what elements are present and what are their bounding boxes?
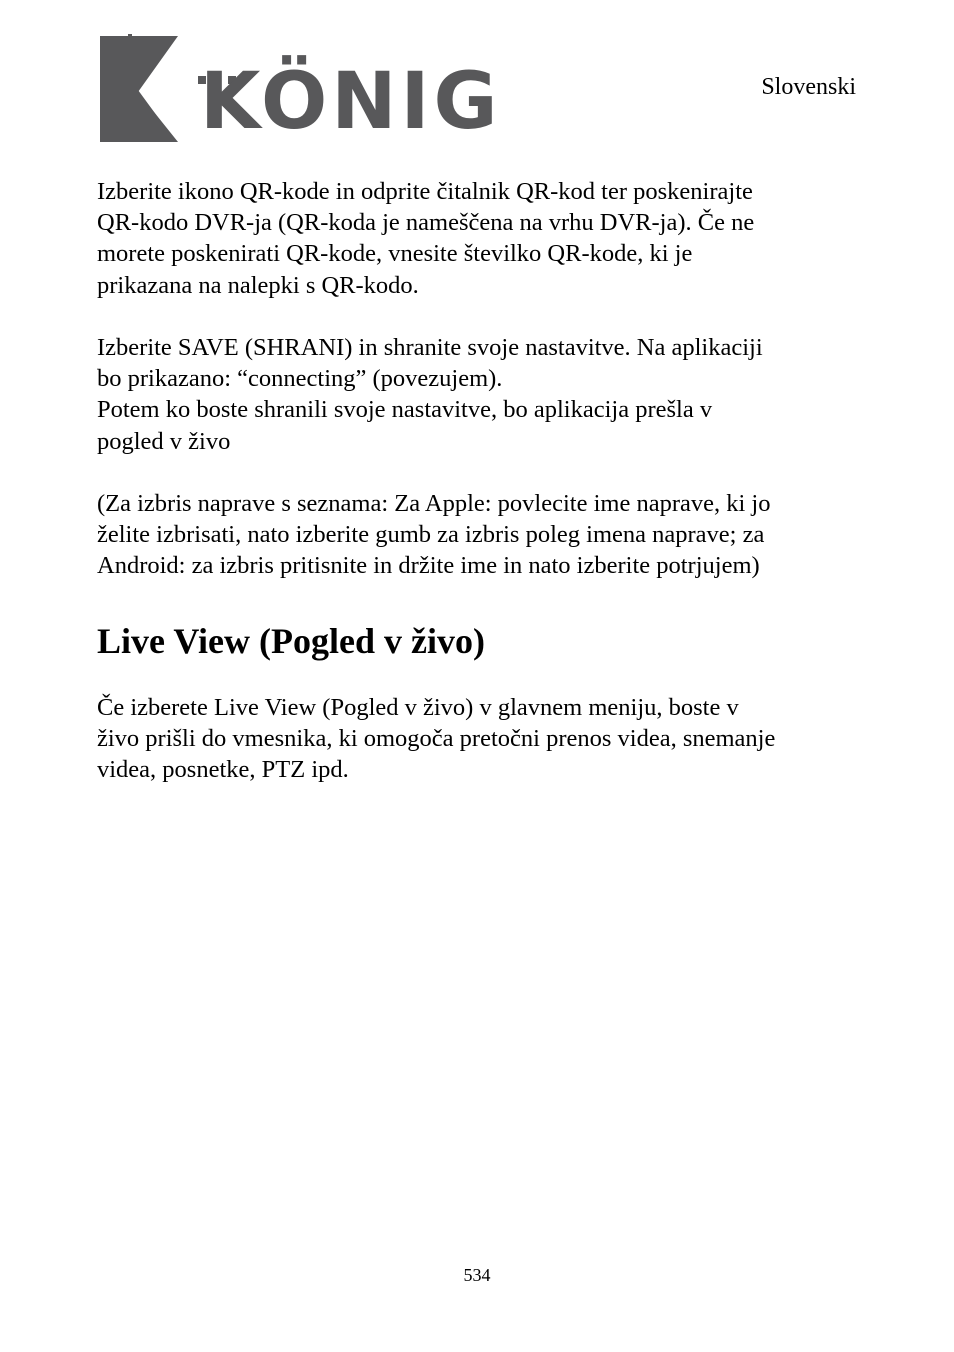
text-line: bo prikazano: “connecting” (povezujem). (97, 365, 503, 393)
konig-logo (98, 32, 518, 146)
brand-wordmark: KÖNIG (200, 57, 502, 146)
text-line: Če izberete Live View (Pogled v živo) v glavnem meniju, boste v (97, 693, 739, 721)
text-line: živo prišli do vmesnika, ki omogoča pretočni prenos videa, snemanje (97, 725, 776, 752)
paragraph-delete-device (97, 488, 867, 582)
text-line: želite izbrisati, nato izberite gumb za izbris poleg imena naprave; za (97, 521, 765, 549)
language-label: Slovenski (761, 74, 856, 100)
section-heading: Live View (Pogled v živo) (97, 620, 485, 661)
text-line: Izberite SAVE (SHRANI) in shranite svoje nastavitve. Na aplikaciji (97, 334, 763, 361)
document-body (97, 176, 867, 817)
page-number: 534 (463, 1265, 491, 1285)
text-line: pogled v živo (97, 427, 231, 455)
text-line: Potem ko boste shranili svoje nastavitve, bo aplikacija prešla v (97, 396, 713, 424)
paragraph-live-view (97, 692, 867, 786)
text-line: (Za izbris naprave s seznama: Za Apple: povlecite ime naprave, ki jo (97, 490, 771, 517)
text-line: prikazana na nalepki s QR-kodo. (97, 271, 419, 299)
text-line: Android: za izbris pritisnite in držite ime in nato izberite potrjujem) (97, 552, 760, 580)
text-line: videa, posnetke, PTZ ipd. (97, 756, 349, 784)
paragraph-save (97, 332, 867, 457)
text-line: morete poskenirati QR-kode, vnesite številko QR-kode, ki je (97, 240, 693, 268)
text-line: QR-kodo DVR-ja (QR-koda je nameščena na vrhu DVR-ja). Če ne (97, 209, 755, 237)
text-line: Izberite ikono QR-kode in odprite čitalnik QR-kod ter poskenirajte (97, 178, 753, 205)
paragraph-qr-code (97, 176, 867, 301)
